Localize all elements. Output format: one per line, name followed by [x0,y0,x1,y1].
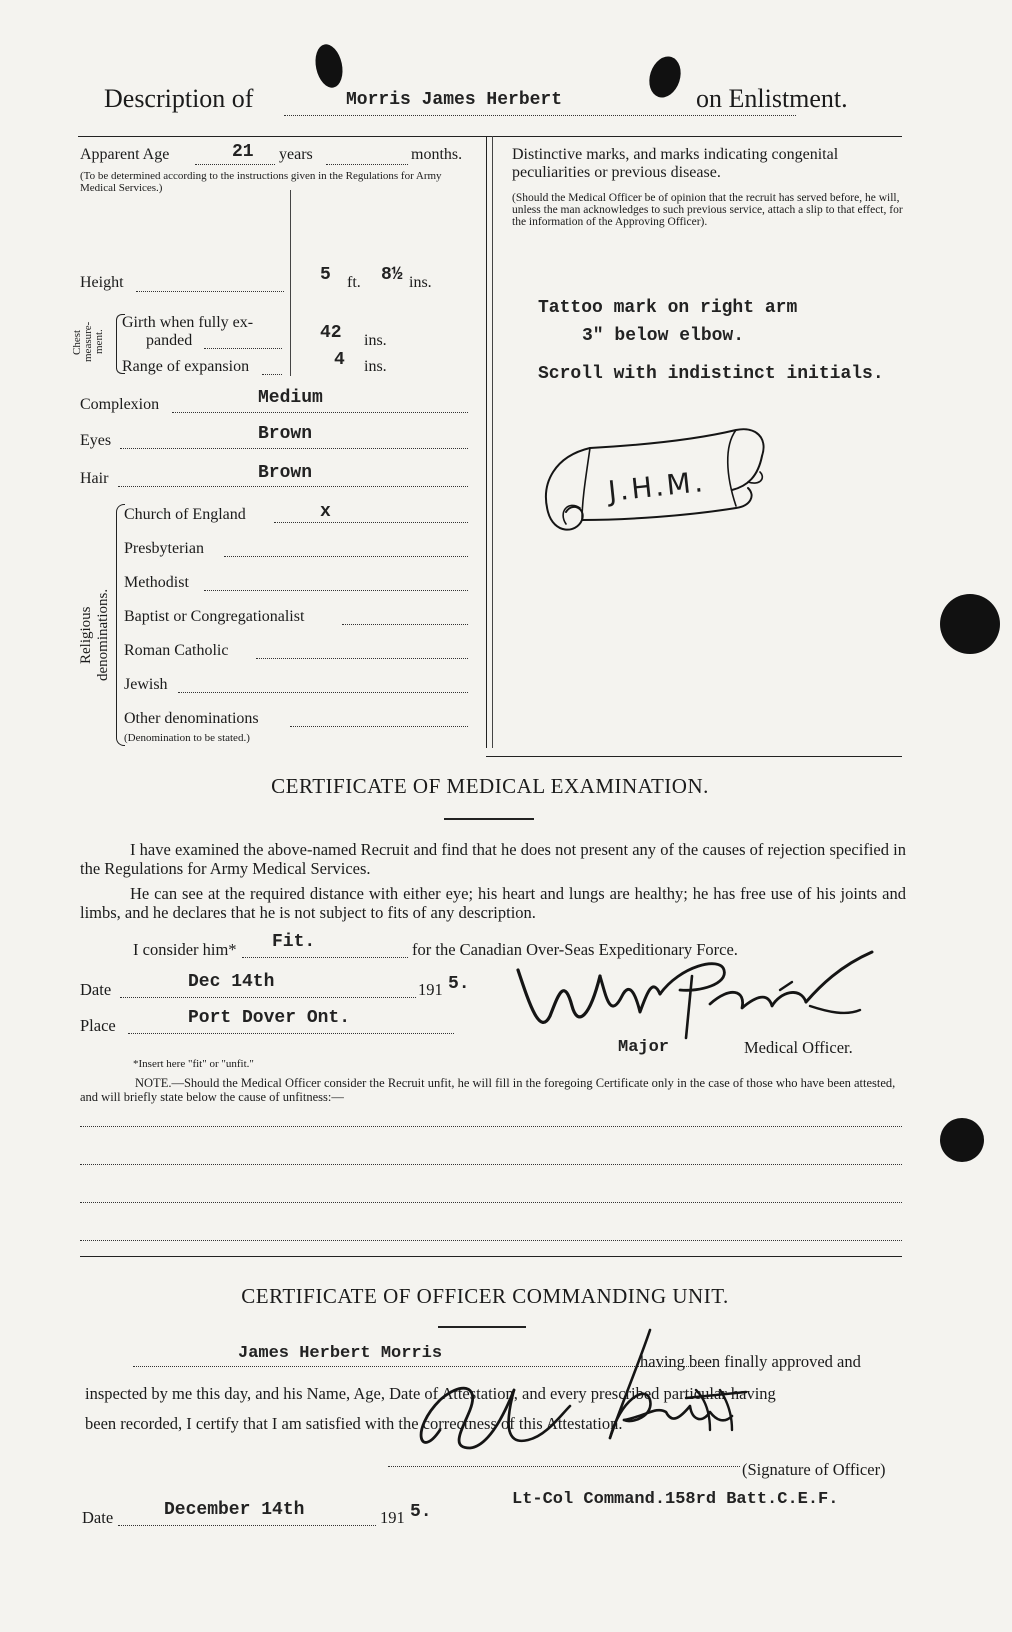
denomination-item [124,710,476,730]
ink-blot [940,594,1000,654]
medical-para-1: I have examined the above-named Recruit and find that he does not present any of the causes of rejection specified in the Regulations for Army Medical Services. [80,840,906,878]
header-prefix: Description of [104,84,254,113]
denomination-line [224,544,468,557]
denomination-item [124,608,476,628]
girth-value: 42 [320,323,342,343]
age-years-value: 21 [232,142,254,162]
hair-value: Brown [258,463,313,483]
denomination-line [342,612,468,625]
unfitness-line [80,1188,902,1203]
ink-blot [312,42,347,90]
denomination-line [256,646,468,659]
medical-heading: CERTIFICATE OF MEDICAL EXAMINATION. [271,774,709,798]
medical-para-2: He can see at the required distance with either eye; his heart and lungs are healthy; he has free use of his joints and limbs, and he declares that he is not subject to fits of any description. [80,884,906,922]
complexion-label: Complexion [80,396,160,413]
header-suffix: on Enlistment. [696,84,848,113]
commanding-date-label: Date [82,1508,114,1527]
height-in-value: 8½ [381,265,403,285]
medical-heading-rule [444,818,534,820]
denomination-item [124,540,476,560]
marks-line-3: Scroll with indistinct initials. [538,364,884,384]
medical-year-digit: 5. [448,974,470,994]
range-line [262,362,282,375]
column-divider-thin [492,136,493,748]
hair-label: Hair [80,470,109,487]
top-rule [78,136,902,137]
range-ins-label: ins. [364,358,387,375]
marks-line-2: 3" below elbow. [582,326,745,346]
unfitness-line [80,1226,902,1241]
ink-blot [940,1118,984,1162]
range-label: Range of expansion [122,358,250,375]
signature-label: (Signature of Officer) [742,1460,886,1479]
denomination-mark: x [320,502,331,522]
denomination-label: Baptist or Congregationalist [124,608,305,625]
denomination-line [178,680,468,693]
commanding-year-digit: 5. [410,1502,432,1522]
denomination-item [124,502,476,526]
commanding-text-b: inspected by me this day, and his Name, Age, Date of Attestation, and every prescribed particular having [85,1384,776,1403]
range-value: 4 [334,350,345,370]
denomination-line [290,714,468,727]
ft-label: ft. [347,274,361,291]
denomination-item [124,642,476,662]
marks-note: (Should the Medical Officer be of opinion that the recruit has served before, he will, unless the man acknowledges to such previous service, attach a slip to that effect, for the information of the Approving Officer). [512,192,903,228]
signature-line [388,1454,740,1467]
denomination-line [274,510,468,523]
eyes-value: Brown [258,424,313,444]
place-value: Port Dover Ont. [188,1008,351,1028]
marks-heading: Distinctive marks, and marks indicating congenital peculiarities or previous disease. [512,146,839,181]
medical-year-prefix: 191 [418,980,443,999]
unfit-note: NOTE.—Should the Medical Officer consider the Recruit unfit, he will fill in the foregoing Certificate only in the case of those who have been attested, and will briefly state below the cause of unfitness:— [80,1076,896,1104]
height-label: Height [80,274,124,291]
scroll-initials: J.H.M. [606,464,708,509]
unfitness-line [80,1112,902,1127]
consider-label: I consider him* [133,940,237,959]
commanding-text-a: having been finally approved and [640,1352,861,1371]
commanding-date-value: December 14th [164,1500,305,1520]
denomination-label: Roman Catholic [124,642,229,659]
age-measure-divider [290,190,291,376]
recruit-name-header: Morris James Herbert [284,90,796,116]
months-label: months. [411,146,463,163]
commanding-rank-line: Lt-Col Command.158rd Batt.C.E.F. [512,1490,839,1509]
commanding-officer-signature [410,1320,760,1470]
medical-officer-signature [510,946,880,1046]
consider-line [242,944,408,958]
place-label: Place [80,1016,116,1035]
denomination-label: Church of England [124,506,246,523]
girth-label-2: panded [146,332,193,349]
other-denomination-note: (Denomination to be stated.) [124,732,250,744]
fitness-value: Fit. [272,932,316,952]
girth-label: Girth when fully ex- [122,314,254,331]
age-note: (To be determined according to the instructions given in the Regulations for Army Medical Services.) [80,170,442,194]
years-label: years [279,146,313,163]
girth-line [204,336,282,349]
commanding-text-c: been recorded, I certify that I am satisfied with the correctness of this Attestation. [85,1414,623,1433]
medical-date-value: Dec 14th [188,972,275,992]
force-label: for the Canadian Over-Seas Expeditionary Force. [412,940,738,959]
chest-label: Chest measure-ment. [71,321,105,363]
page-header [104,84,884,118]
denomination-label: Jewish [124,676,168,693]
denomination-item [124,676,476,696]
denomination-item [124,574,476,594]
description-bottom-rule [486,756,902,757]
unfitness-line [80,1150,902,1165]
height-ft-value: 5 [320,265,331,285]
medical-officer-label: Medical Officer. [744,1038,853,1057]
denomination-label: Presbyterian [124,540,204,557]
commanding-year-prefix: 191 [380,1508,405,1527]
medical-bottom-rule [80,1256,902,1257]
marks-line-1: Tattoo mark on right arm [538,298,798,318]
denomination-line [204,578,468,591]
height-line [136,278,284,292]
medical-officer-rank: Major [618,1038,670,1057]
eyes-label: Eyes [80,432,112,449]
months-line [326,150,408,165]
commanding-heading: CERTIFICATE OF OFFICER COMMANDING UNIT. [241,1284,729,1308]
medical-date-label: Date [80,980,112,999]
denomination-label: Methodist [124,574,189,591]
insert-note: *Insert here "fit" or "unfit." [133,1058,254,1070]
complexion-value: Medium [258,388,323,408]
denomination-label: Other denominations [124,710,259,727]
girth-ins-label: ins. [364,332,387,349]
religious-label: Religious denominations. [78,588,111,682]
column-divider [486,136,487,748]
apparent-age-label: Apparent Age [80,146,170,163]
ins-label: ins. [409,274,432,291]
commanding-recruit-name: James Herbert Morris [238,1344,443,1363]
